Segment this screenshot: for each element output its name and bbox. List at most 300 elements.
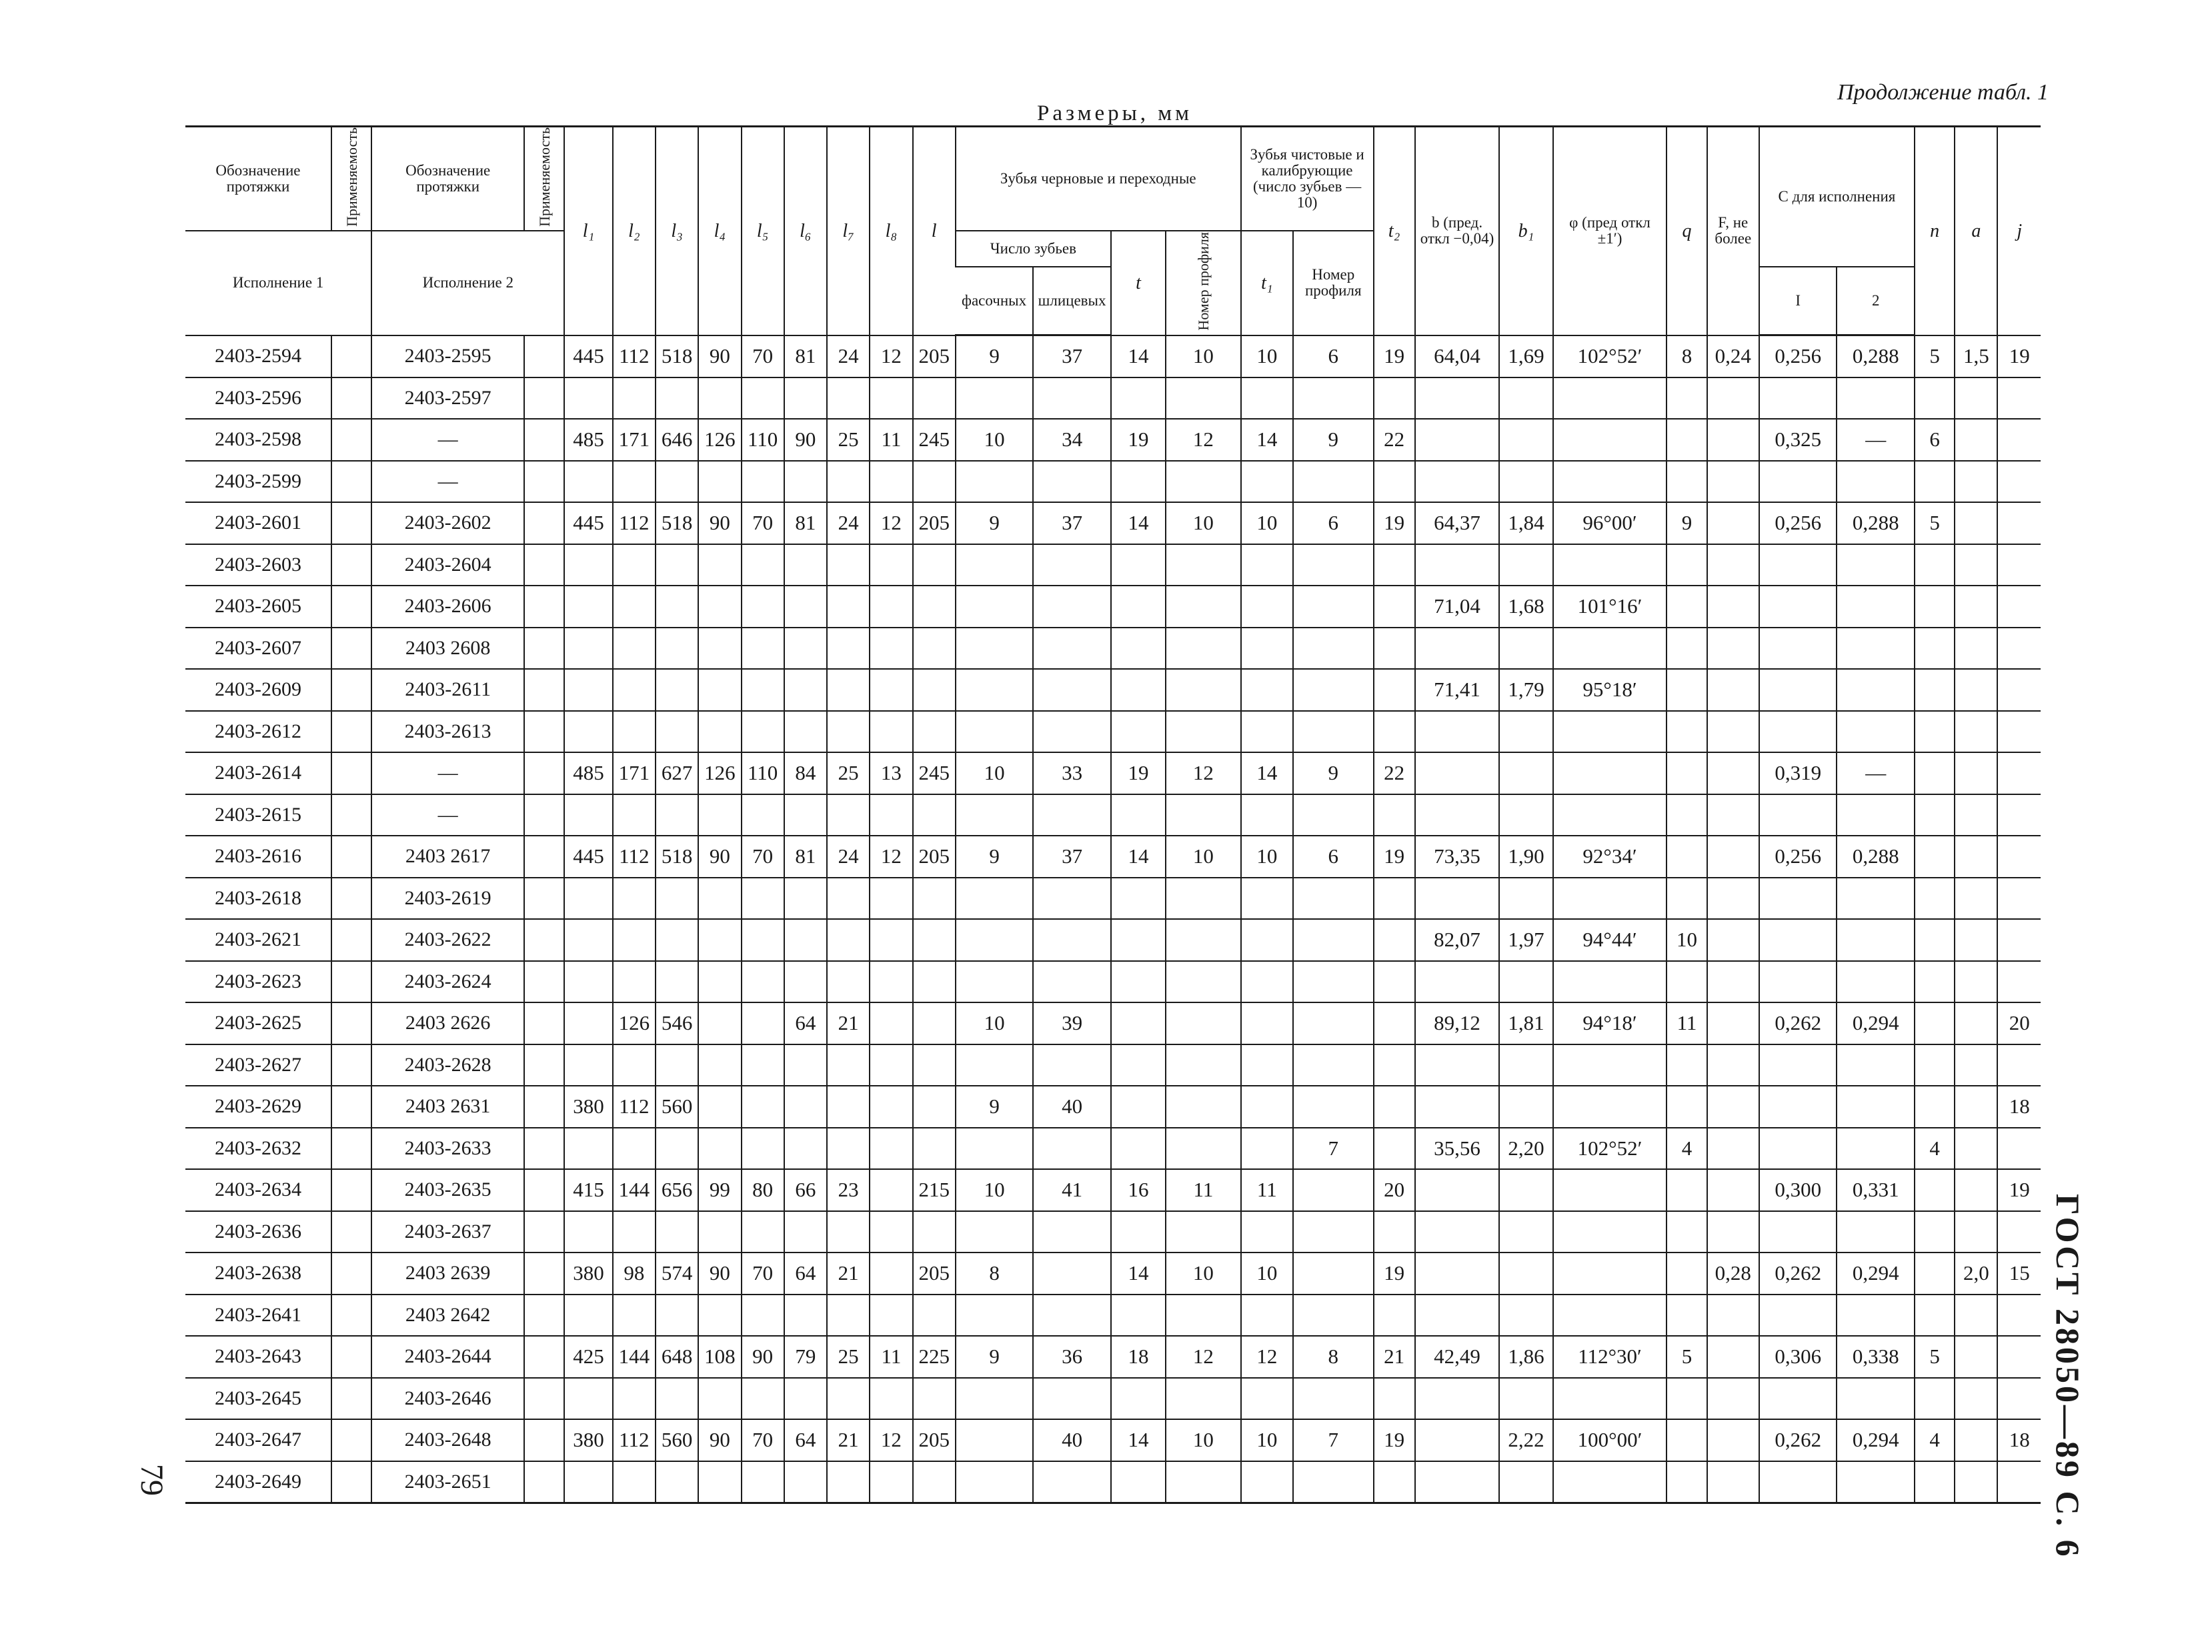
cell-a	[1955, 961, 1997, 1003]
cell-t	[1111, 1128, 1166, 1170]
cell-l6: 81	[784, 335, 827, 377]
cell-t1	[1241, 1086, 1293, 1128]
cell-l7: 25	[827, 1336, 870, 1378]
cell-designation-v1: 2403-2609	[185, 669, 331, 711]
cell-designation-v1: 2403-2621	[185, 919, 331, 961]
cell-j	[1997, 794, 2041, 836]
table-row	[185, 919, 2041, 961]
cell-designation-v2: 2403-2602	[371, 502, 524, 544]
cell-C1	[1759, 919, 1837, 961]
cell-spline-teeth	[1033, 1378, 1111, 1420]
cell-spline-teeth: 40	[1033, 1419, 1111, 1461]
cell-l1	[564, 628, 612, 670]
cell-q	[1667, 1086, 1707, 1128]
cell-l6: 64	[784, 1002, 827, 1044]
cell-l3: 627	[656, 752, 698, 794]
cell-t2	[1374, 586, 1415, 628]
cell-l	[913, 961, 956, 1003]
cell-t1	[1241, 961, 1293, 1003]
cell-chamfer-teeth: 9	[956, 1336, 1034, 1378]
cell-a: 1,5	[1955, 335, 1997, 377]
cell-applicability-v1	[331, 878, 371, 920]
cell-l1: 425	[564, 1336, 612, 1378]
header-spline: шлицевых	[1033, 267, 1111, 335]
cell-spline-teeth: 39	[1033, 1002, 1111, 1044]
cell-C1: 0,262	[1759, 1002, 1837, 1044]
cell-applicability-v2	[524, 1378, 564, 1420]
cell-C2: —	[1837, 752, 1915, 794]
cell-C2	[1837, 461, 1915, 503]
cell-spline-teeth	[1033, 628, 1111, 670]
cell-l8	[870, 1378, 912, 1420]
cell-t	[1111, 711, 1166, 753]
cell-phi	[1553, 628, 1667, 670]
cell-C2	[1837, 1461, 1915, 1503]
cell-designation-v2: 2403-2604	[371, 544, 524, 586]
cell-b1	[1499, 794, 1552, 836]
cell-l1	[564, 669, 612, 711]
cell-t2	[1374, 1002, 1415, 1044]
cell-t	[1111, 628, 1166, 670]
cell-C1: 0,306	[1759, 1336, 1837, 1378]
header-t1: t₁	[1261, 272, 1273, 293]
cell-l4	[698, 961, 741, 1003]
cell-l4	[698, 1044, 741, 1086]
cell-t: 14	[1111, 836, 1166, 878]
cell-applicability-v2	[524, 836, 564, 878]
cell-chamfer-teeth	[956, 794, 1034, 836]
cell-chamfer-teeth	[956, 711, 1034, 753]
cell-l2	[613, 461, 656, 503]
cell-profile-no-2	[1293, 628, 1374, 670]
cell-profile-no-2: 9	[1293, 752, 1374, 794]
cell-profile-no-2: 6	[1293, 335, 1374, 377]
cell-l1	[564, 1128, 612, 1170]
cell-profile-no	[1166, 919, 1241, 961]
cell-designation-v1: 2403-2638	[185, 1253, 331, 1295]
cell-l8	[870, 377, 912, 420]
cell-l3	[656, 586, 698, 628]
cell-n	[1915, 752, 1955, 794]
cell-l	[913, 1378, 956, 1420]
header-C2: 2	[1837, 267, 1915, 335]
cell-t1: 14	[1241, 752, 1293, 794]
cell-l1	[564, 1002, 612, 1044]
cell-l5: 110	[742, 419, 784, 461]
cell-spline-teeth: 34	[1033, 419, 1111, 461]
cell-l7	[827, 461, 870, 503]
cell-j	[1997, 961, 2041, 1003]
cell-profile-no-2	[1293, 377, 1374, 420]
cell-l7	[827, 1044, 870, 1086]
cell-q	[1667, 628, 1707, 670]
cell-phi	[1553, 1044, 1667, 1086]
cell-l6: 90	[784, 419, 827, 461]
cell-l5: 70	[742, 836, 784, 878]
table-row	[185, 1128, 2041, 1170]
cell-designation-v1: 2403-2607	[185, 628, 331, 670]
cell-spline-teeth: 37	[1033, 502, 1111, 544]
cell-F	[1707, 1169, 1759, 1211]
cell-b1	[1499, 961, 1552, 1003]
cell-l4	[698, 1295, 741, 1337]
table-row	[185, 1044, 2041, 1086]
cell-l2	[613, 377, 656, 420]
cell-profile-no-2	[1293, 1295, 1374, 1337]
cell-chamfer-teeth	[956, 1128, 1034, 1170]
cell-l2	[613, 1378, 656, 1420]
header-j: j	[2017, 220, 2023, 241]
cell-b1	[1499, 1295, 1552, 1337]
cell-l2	[613, 669, 656, 711]
cell-F	[1707, 1086, 1759, 1128]
cell-l3: 546	[656, 1002, 698, 1044]
cell-b1: 2,20	[1499, 1128, 1552, 1170]
cell-applicability-v2	[524, 502, 564, 544]
cell-l8	[870, 1086, 912, 1128]
cell-profile-no	[1166, 878, 1241, 920]
cell-l7	[827, 1295, 870, 1337]
cell-profile-no-2	[1293, 1211, 1374, 1253]
cell-q	[1667, 1169, 1707, 1211]
cell-l2	[613, 919, 656, 961]
cell-C2	[1837, 961, 1915, 1003]
cell-F	[1707, 586, 1759, 628]
cell-C2	[1837, 1128, 1915, 1170]
header-t: t	[1136, 272, 1141, 293]
cell-l8	[870, 878, 912, 920]
cell-l3	[656, 1128, 698, 1170]
cell-l3	[656, 1211, 698, 1253]
cell-phi	[1553, 1169, 1667, 1211]
cell-n	[1915, 628, 1955, 670]
cell-C1	[1759, 544, 1837, 586]
cell-j: 18	[1997, 1419, 2041, 1461]
cell-l1	[564, 961, 612, 1003]
cell-designation-v2: 2403 2639	[371, 1253, 524, 1295]
cell-l2: 126	[613, 1002, 656, 1044]
cell-l	[913, 628, 956, 670]
cell-a	[1955, 1169, 1997, 1211]
cell-b: 42,49	[1415, 1336, 1500, 1378]
cell-b	[1415, 1378, 1500, 1420]
cell-applicability-v2	[524, 377, 564, 420]
cell-chamfer-teeth: 10	[956, 752, 1034, 794]
table-row	[185, 1086, 2041, 1128]
cell-l1: 445	[564, 502, 612, 544]
cell-applicability-v1	[331, 1044, 371, 1086]
cell-C1	[1759, 878, 1837, 920]
cell-designation-v2: 2403-2651	[371, 1461, 524, 1503]
cell-applicability-v1	[331, 711, 371, 753]
cell-a	[1955, 752, 1997, 794]
cell-t2	[1374, 919, 1415, 961]
cell-l1	[564, 1461, 612, 1503]
cell-t: 14	[1111, 1419, 1166, 1461]
cell-l1	[564, 461, 612, 503]
cell-t1	[1241, 544, 1293, 586]
cell-phi: 102°52′	[1553, 1128, 1667, 1170]
cell-t1: 10	[1241, 836, 1293, 878]
cell-applicability-v1	[331, 1295, 371, 1337]
cell-l6	[784, 669, 827, 711]
header-rough-teeth: Зубья черновые и переходные	[956, 127, 1241, 231]
cell-C2: 0,331	[1837, 1169, 1915, 1211]
cell-t2: 22	[1374, 419, 1415, 461]
cell-t2: 19	[1374, 335, 1415, 377]
cell-applicability-v2	[524, 961, 564, 1003]
cell-a	[1955, 1419, 1997, 1461]
cell-applicability-v1	[331, 502, 371, 544]
cell-t2: 20	[1374, 1169, 1415, 1211]
cell-j	[1997, 711, 2041, 753]
cell-applicability-v2	[524, 1461, 564, 1503]
cell-j	[1997, 669, 2041, 711]
cell-profile-no	[1166, 628, 1241, 670]
cell-t	[1111, 1002, 1166, 1044]
cell-designation-v1: 2403-2614	[185, 752, 331, 794]
cell-C2: 0,294	[1837, 1419, 1915, 1461]
cell-l8: 12	[870, 1419, 912, 1461]
cell-l1	[564, 1295, 612, 1337]
cell-F	[1707, 878, 1759, 920]
cell-l8	[870, 1002, 912, 1044]
cell-applicability-v2	[524, 1128, 564, 1170]
cell-phi	[1553, 1211, 1667, 1253]
cell-designation-v1: 2403-2636	[185, 1211, 331, 1253]
cell-t2	[1374, 1128, 1415, 1170]
cell-l3	[656, 711, 698, 753]
cell-l6: 81	[784, 502, 827, 544]
cell-t1	[1241, 878, 1293, 920]
cell-profile-no: 10	[1166, 335, 1241, 377]
cell-F: 0,28	[1707, 1253, 1759, 1295]
cell-a	[1955, 419, 1997, 461]
cell-profile-no-2: 9	[1293, 419, 1374, 461]
cell-F	[1707, 961, 1759, 1003]
cell-t2	[1374, 1211, 1415, 1253]
cell-b1	[1499, 878, 1552, 920]
cell-t1	[1241, 461, 1293, 503]
cell-t2	[1374, 961, 1415, 1003]
cell-l3	[656, 628, 698, 670]
cell-phi	[1553, 1253, 1667, 1295]
sizes-table	[185, 125, 2041, 1504]
cell-t1	[1241, 794, 1293, 836]
cell-l1	[564, 919, 612, 961]
cell-q: 11	[1667, 1002, 1707, 1044]
cell-j	[1997, 1336, 2041, 1378]
cell-l4	[698, 669, 741, 711]
cell-n	[1915, 1253, 1955, 1295]
cell-b: 73,35	[1415, 836, 1500, 878]
cell-t1	[1241, 1461, 1293, 1503]
cell-b: 71,04	[1415, 586, 1500, 628]
cell-profile-no	[1166, 1295, 1241, 1337]
cell-l3: 518	[656, 335, 698, 377]
cell-l	[913, 919, 956, 961]
cell-designation-v2: 2403 2642	[371, 1295, 524, 1337]
cell-b1	[1499, 711, 1552, 753]
cell-applicability-v2	[524, 919, 564, 961]
cell-phi	[1553, 794, 1667, 836]
cell-t1	[1241, 628, 1293, 670]
cell-designation-v2: 2403 2631	[371, 1086, 524, 1128]
cell-C2	[1837, 628, 1915, 670]
cell-t: 16	[1111, 1169, 1166, 1211]
table-row	[185, 1211, 2041, 1253]
cell-j	[1997, 1461, 2041, 1503]
cell-profile-no-2	[1293, 794, 1374, 836]
cell-l4: 99	[698, 1169, 741, 1211]
cell-t	[1111, 794, 1166, 836]
cell-C1	[1759, 961, 1837, 1003]
cell-t1	[1241, 1211, 1293, 1253]
cell-t	[1111, 1378, 1166, 1420]
cell-spline-teeth: 40	[1033, 1086, 1111, 1128]
cell-profile-no-2	[1293, 586, 1374, 628]
cell-n: 4	[1915, 1419, 1955, 1461]
cell-t2	[1374, 1461, 1415, 1503]
cell-spline-teeth: 33	[1033, 752, 1111, 794]
cell-j	[1997, 752, 2041, 794]
cell-applicability-v1	[331, 1211, 371, 1253]
cell-designation-v1: 2403-2623	[185, 961, 331, 1003]
cell-l4: 126	[698, 752, 741, 794]
cell-l5: 110	[742, 752, 784, 794]
cell-b1	[1499, 1086, 1552, 1128]
table-row	[185, 1253, 2041, 1295]
table-row	[185, 878, 2041, 920]
cell-b	[1415, 1211, 1500, 1253]
table-row	[185, 836, 2041, 878]
cell-chamfer-teeth: 8	[956, 1253, 1034, 1295]
cell-t2	[1374, 711, 1415, 753]
cell-l1: 415	[564, 1169, 612, 1211]
cell-l3	[656, 1378, 698, 1420]
cell-spline-teeth	[1033, 1044, 1111, 1086]
cell-l8	[870, 961, 912, 1003]
cell-designation-v1: 2403-2632	[185, 1128, 331, 1170]
cell-q: 4	[1667, 1128, 1707, 1170]
cell-b: 71,41	[1415, 669, 1500, 711]
cell-phi: 102°52′	[1553, 335, 1667, 377]
cell-profile-no	[1166, 1128, 1241, 1170]
cell-a	[1955, 711, 1997, 753]
cell-q	[1667, 1044, 1707, 1086]
cell-a	[1955, 544, 1997, 586]
cell-t2: 19	[1374, 836, 1415, 878]
cell-applicability-v1	[331, 1378, 371, 1420]
cell-C2	[1837, 377, 1915, 420]
cell-chamfer-teeth	[956, 544, 1034, 586]
cell-a	[1955, 836, 1997, 878]
cell-q	[1667, 419, 1707, 461]
cell-l3: 560	[656, 1086, 698, 1128]
cell-b	[1415, 1461, 1500, 1503]
table-row	[185, 711, 2041, 753]
cell-n: 6	[1915, 419, 1955, 461]
cell-a	[1955, 1336, 1997, 1378]
cell-l7	[827, 1461, 870, 1503]
cell-l1	[564, 1044, 612, 1086]
cell-applicability-v2	[524, 752, 564, 794]
cell-l1: 380	[564, 1419, 612, 1461]
cell-b1	[1499, 1461, 1552, 1503]
cell-b	[1415, 794, 1500, 836]
table-row	[185, 961, 2041, 1003]
cell-q	[1667, 1461, 1707, 1503]
header-n: n	[1930, 220, 1940, 241]
header-designation: Обозначение протяжки	[185, 127, 331, 231]
cell-profile-no	[1166, 461, 1241, 503]
cell-l6	[784, 1086, 827, 1128]
cell-a	[1955, 919, 1997, 961]
cell-l5	[742, 461, 784, 503]
cell-C2	[1837, 586, 1915, 628]
cell-F	[1707, 1295, 1759, 1337]
cell-l5: 70	[742, 1253, 784, 1295]
cell-l1	[564, 1378, 612, 1420]
cell-b1	[1499, 1253, 1552, 1295]
cell-designation-v1: 2403-2629	[185, 1086, 331, 1128]
cell-t	[1111, 878, 1166, 920]
cell-t2	[1374, 669, 1415, 711]
cell-l3	[656, 377, 698, 420]
cell-t: 14	[1111, 502, 1166, 544]
cell-l6	[784, 544, 827, 586]
table-continuation-caption: Продолжение табл. 1	[1837, 80, 2049, 105]
cell-profile-no: 12	[1166, 752, 1241, 794]
cell-l2	[613, 711, 656, 753]
table-row	[185, 1002, 2041, 1044]
cell-l5	[742, 1211, 784, 1253]
cell-l5	[742, 544, 784, 586]
cell-l: 215	[913, 1169, 956, 1211]
cell-b1	[1499, 461, 1552, 503]
cell-spline-teeth	[1033, 919, 1111, 961]
cell-chamfer-teeth	[956, 669, 1034, 711]
cell-C2	[1837, 1086, 1915, 1128]
cell-l6: 81	[784, 836, 827, 878]
cell-l: 205	[913, 335, 956, 377]
cell-profile-no	[1166, 1086, 1241, 1128]
cell-applicability-v2	[524, 1002, 564, 1044]
cell-l1: 445	[564, 836, 612, 878]
cell-b1: 1,79	[1499, 669, 1552, 711]
cell-applicability-v1	[331, 377, 371, 420]
cell-l5	[742, 794, 784, 836]
cell-applicability-v2	[524, 1295, 564, 1337]
cell-n: 5	[1915, 335, 1955, 377]
cell-designation-v1: 2403-2645	[185, 1378, 331, 1420]
cell-phi	[1553, 544, 1667, 586]
cell-b1: 1,69	[1499, 335, 1552, 377]
cell-designation-v2: 2403-2648	[371, 1419, 524, 1461]
cell-b1	[1499, 1211, 1552, 1253]
cell-l	[913, 1044, 956, 1086]
cell-profile-no	[1166, 1044, 1241, 1086]
cell-l5	[742, 1461, 784, 1503]
cell-l3	[656, 794, 698, 836]
table-row	[185, 1295, 2041, 1337]
cell-C1: 0,300	[1759, 1169, 1837, 1211]
cell-l	[913, 1461, 956, 1503]
cell-phi	[1553, 1295, 1667, 1337]
cell-l8	[870, 1211, 912, 1253]
cell-C1	[1759, 461, 1837, 503]
cell-profile-no	[1166, 1211, 1241, 1253]
